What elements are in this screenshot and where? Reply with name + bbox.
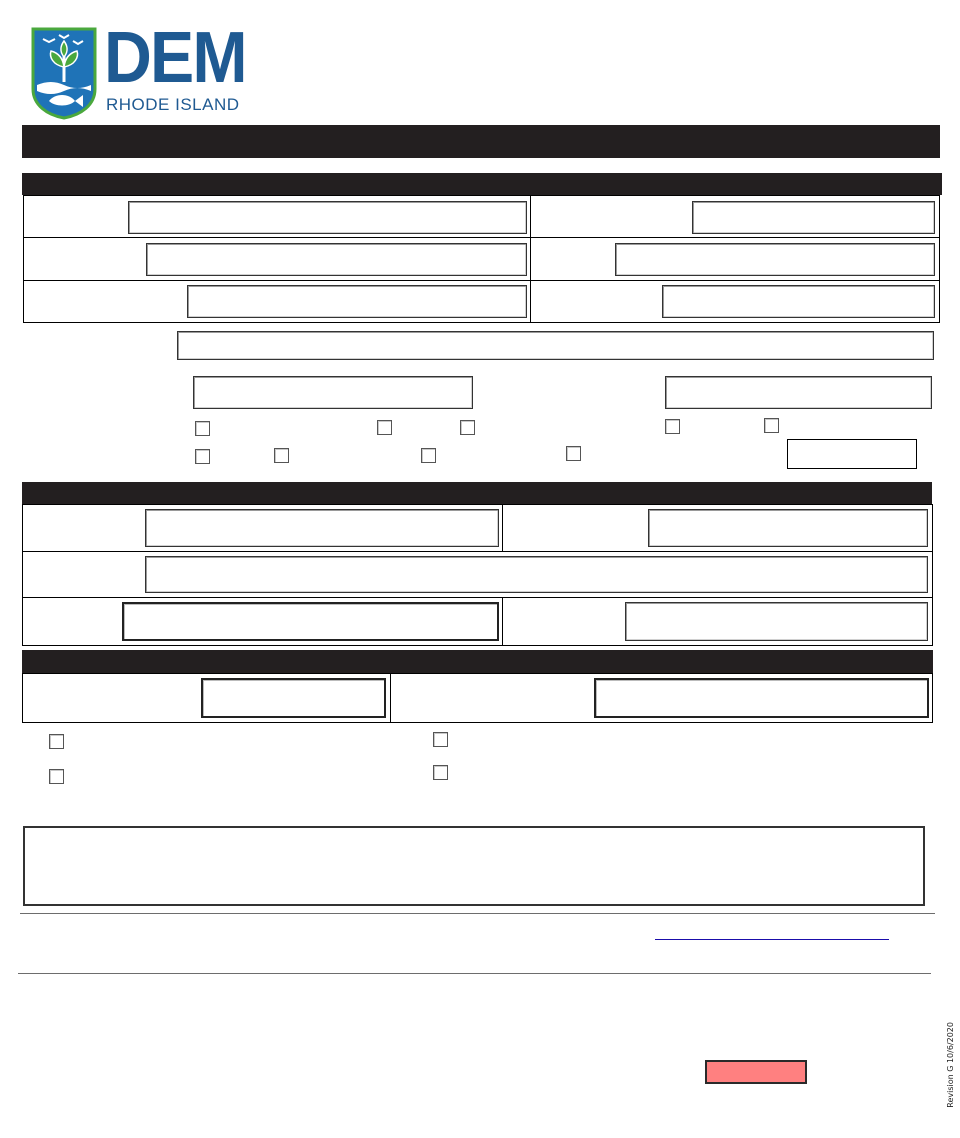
section-1-header [22,173,942,195]
checkbox[interactable] [566,446,581,461]
checkbox[interactable] [49,734,64,749]
section-1-field-1[interactable] [128,201,527,234]
logo-subtitle: RHODE ISLAND [106,95,240,114]
section-3-header [22,650,933,673]
logo-title: DEM [104,18,246,98]
checkbox[interactable] [195,421,210,436]
checkbox[interactable] [764,418,779,433]
section-2-field-2[interactable] [648,509,928,547]
table-row-divider [23,237,940,238]
separator [20,913,935,914]
comments-textarea[interactable] [23,826,925,906]
section-2-field-5[interactable] [625,602,928,641]
email-link[interactable] [655,939,889,940]
checkbox[interactable] [49,769,64,784]
checkbox[interactable] [433,732,448,747]
checkbox[interactable] [195,449,210,464]
checkbox[interactable] [665,419,680,434]
dem-wordmark [104,18,246,116]
section-2-field-1[interactable] [145,509,499,547]
section-2-header [22,482,932,504]
section-1-field-7[interactable] [177,331,934,360]
table-divider [390,673,391,723]
table-divider [502,597,503,646]
table-row-divider [23,280,940,281]
section-1-field-2[interactable] [692,201,935,234]
section-2-field-4[interactable] [122,602,499,641]
table-row-divider [22,597,933,598]
section-1-field-3[interactable] [146,243,527,276]
checkbox[interactable] [460,420,475,435]
table-divider [502,504,503,551]
checkbox[interactable] [377,420,392,435]
table-row-divider [22,551,933,552]
section-1-field-6[interactable] [662,285,935,318]
section-1-field-8[interactable] [193,376,473,409]
section-3-field-2[interactable] [594,678,929,718]
form-title-bar [22,125,940,158]
checkbox[interactable] [421,448,436,463]
section-3-field-1[interactable] [201,678,386,718]
dem-shield-logo-icon [31,27,97,119]
submit-button[interactable] [705,1060,807,1084]
revision-note: Revision G 10/6/2020 [946,1022,955,1108]
section-1-field-9[interactable] [665,376,932,409]
checkbox[interactable] [274,448,289,463]
separator [18,973,931,974]
section-1-field-5[interactable] [187,285,527,318]
section-2-field-3[interactable] [145,556,928,593]
checkbox[interactable] [433,765,448,780]
section-1-field-10[interactable] [787,439,917,469]
table-divider [530,195,531,323]
section-1-field-4[interactable] [615,243,935,276]
